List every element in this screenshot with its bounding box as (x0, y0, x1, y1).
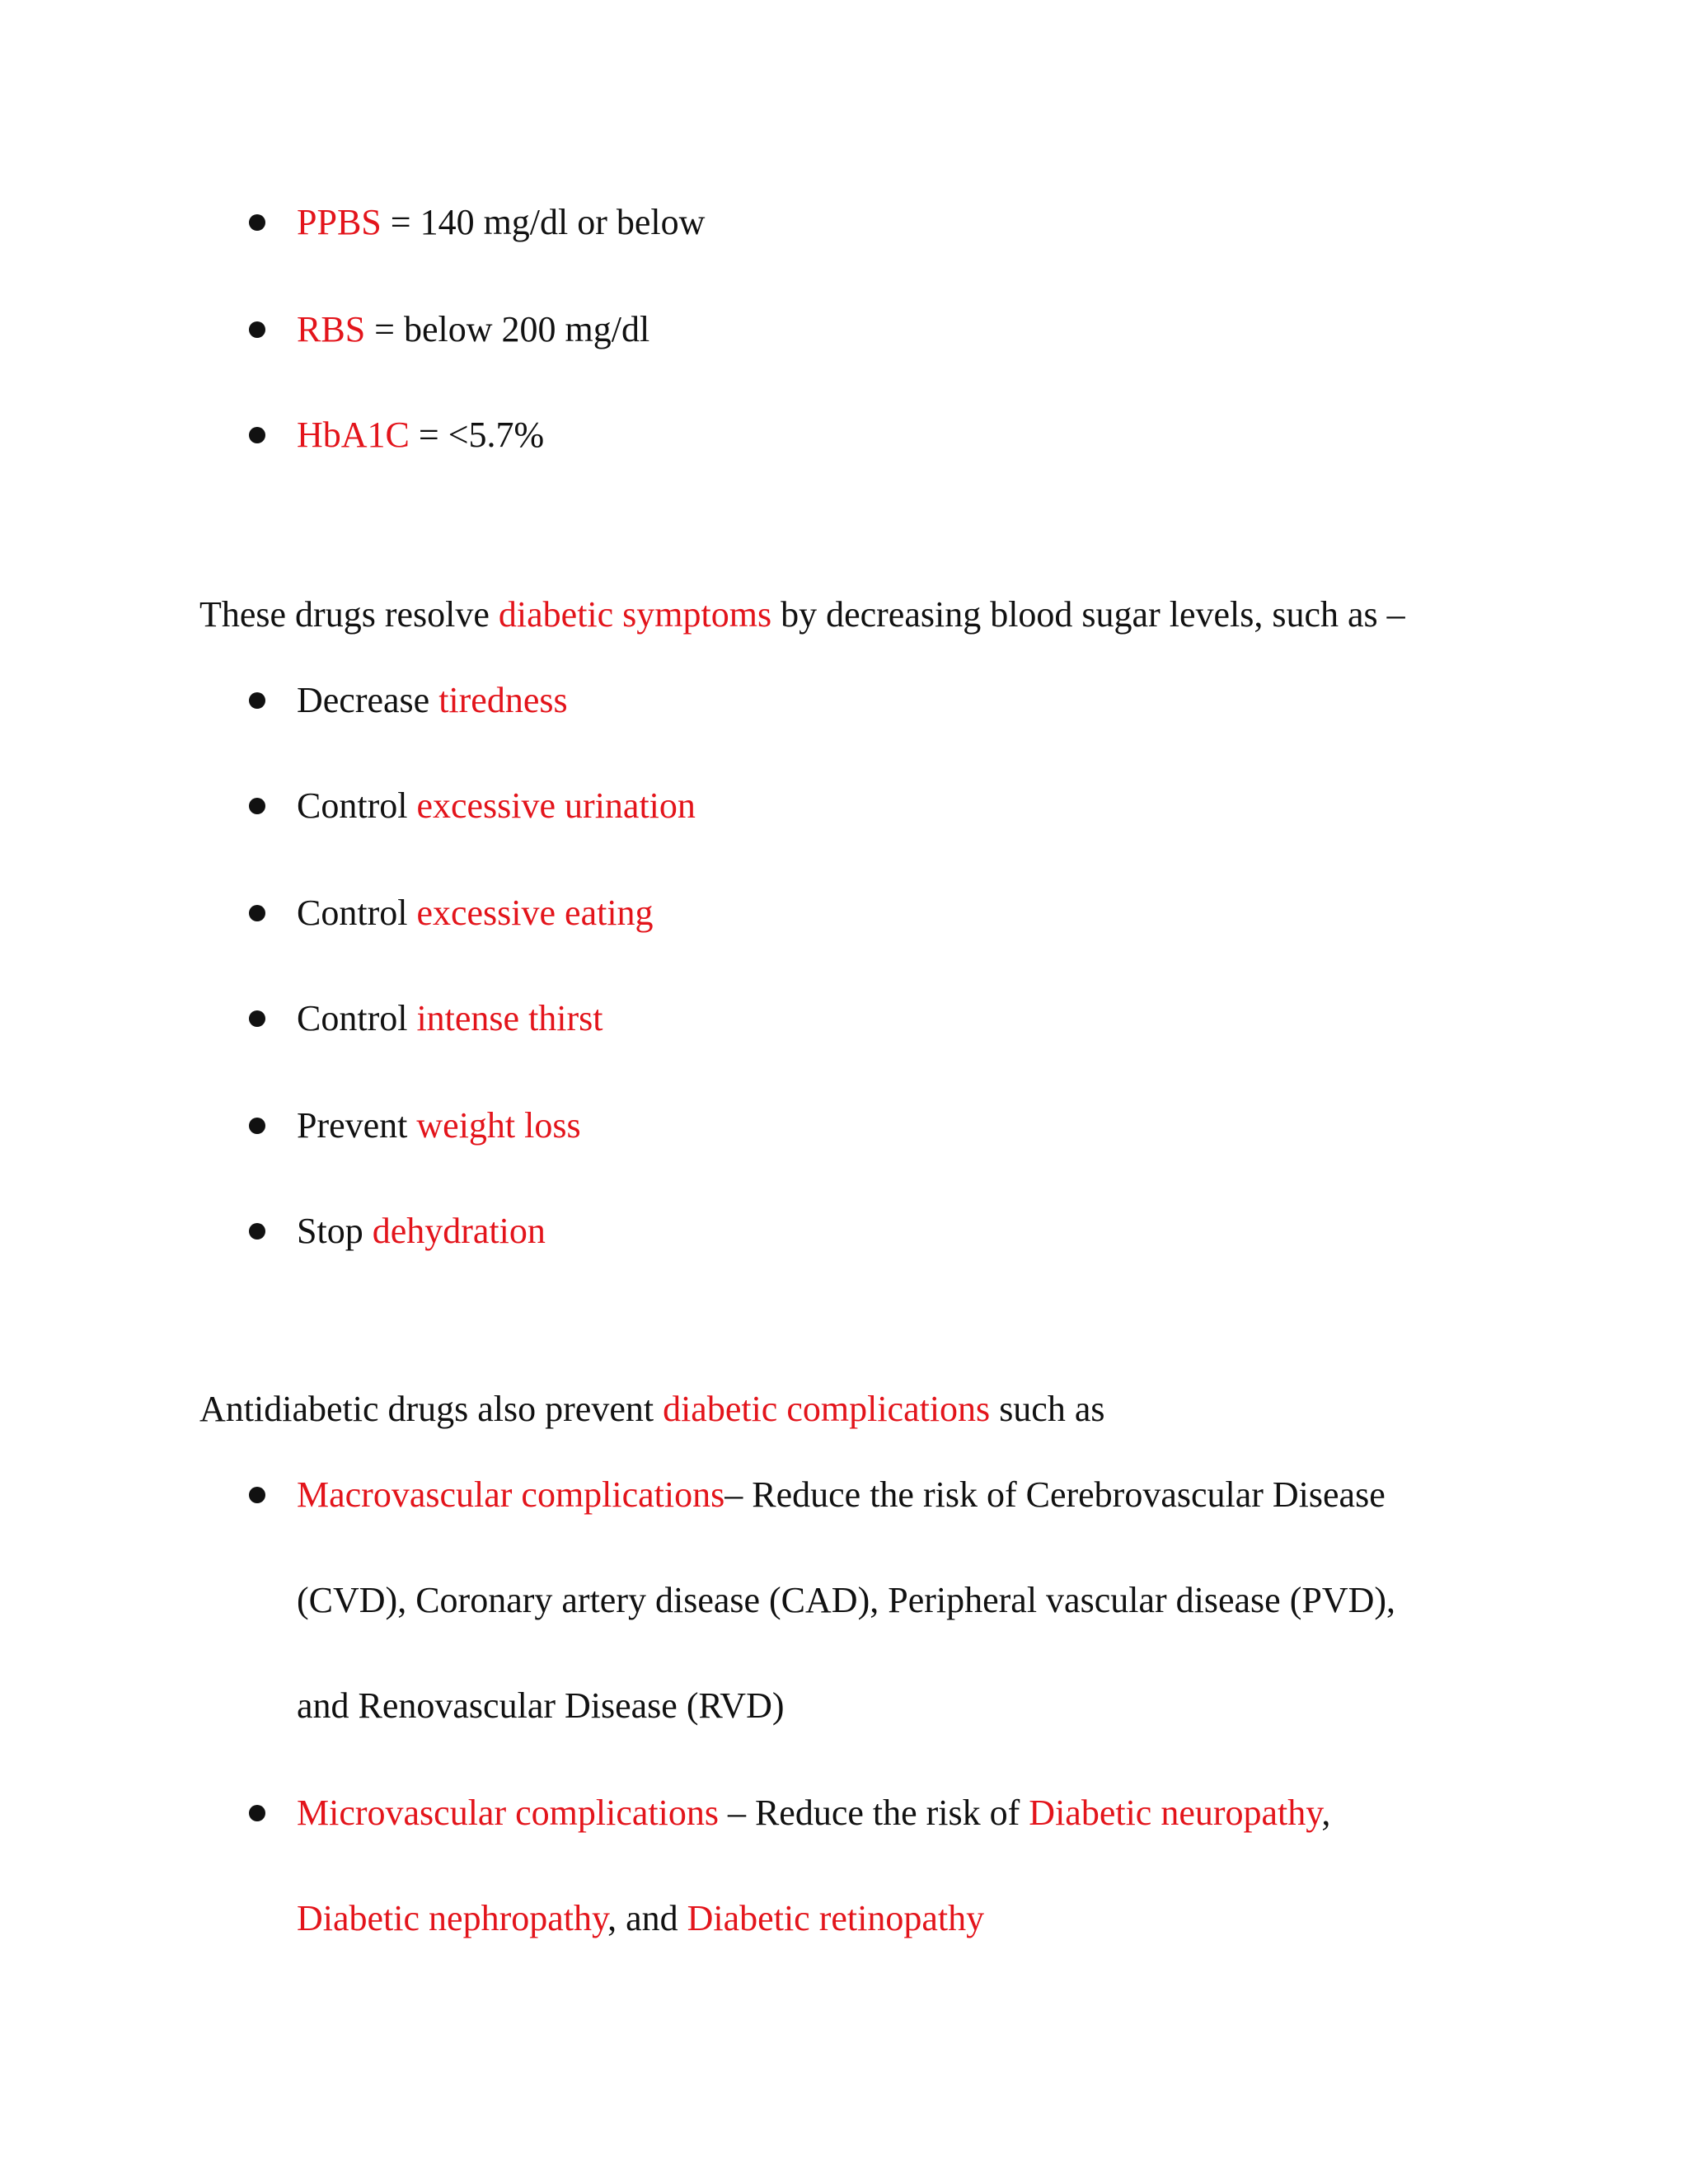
symptom-item (297, 994, 603, 1043)
term-diabetic-complications: diabetic complications (663, 1389, 991, 1429)
symptom-item (297, 888, 654, 938)
term-retinopathy: Diabetic retinopathy (687, 1898, 985, 1938)
macro-line-3 (297, 1681, 785, 1731)
term-ppbs: PPBS (297, 202, 382, 242)
bullet-dot (249, 1223, 265, 1240)
symptom-verb: Control (297, 998, 417, 1038)
symptom-verb: Stop (297, 1211, 373, 1251)
macro-rest-2: (CVD), Coronary artery disease (CAD), Peripheral vascular disease (PVD), (297, 1580, 1396, 1620)
value-hba1c: = <5.7% (409, 415, 545, 455)
bullet-dot (249, 1487, 265, 1503)
list-item-rbs (297, 305, 649, 354)
symptoms-intro-post: by decreasing blood sugar levels, such as – (771, 594, 1405, 635)
value-rbs: = below 200 mg/dl (365, 309, 650, 349)
macro-rest-1: – Reduce the risk of Cerebrovascular Disease (724, 1474, 1386, 1515)
complications-intro-paragraph (199, 1385, 1105, 1434)
list-item-hba1c (297, 410, 544, 460)
symptom-term: intense thirst (416, 998, 603, 1038)
term-hba1c: HbA1C (297, 415, 410, 455)
symptom-verb: Control (297, 893, 417, 933)
symptom-term: dehydration (372, 1211, 546, 1251)
symptom-term: excessive urination (416, 785, 696, 826)
macro-rest-3: and Renovascular Disease (RVD) (297, 1685, 785, 1726)
term-diabetic-symptoms: diabetic symptoms (498, 594, 772, 635)
symptom-item (297, 1207, 546, 1256)
term-microvascular: Microvascular complications (297, 1793, 719, 1833)
value-ppbs: = 140 mg/dl or below (381, 202, 706, 242)
bullet-dot (249, 1118, 265, 1134)
macro-line-1 (297, 1470, 1386, 1520)
term-neuropathy: Diabetic neuropathy (1029, 1793, 1322, 1833)
micro-and: , and (607, 1898, 687, 1938)
symptom-item (297, 676, 568, 725)
micro-line-2 (297, 1894, 984, 1943)
symptom-verb: Prevent (297, 1105, 417, 1146)
symptom-term: tiredness (438, 680, 568, 720)
bullet-dot (249, 905, 265, 921)
bullet-dot (249, 798, 265, 814)
bullet-dot (249, 214, 265, 231)
bullet-dot (249, 427, 265, 443)
symptom-verb: Decrease (297, 680, 439, 720)
complications-intro-pre: Antidiabetic drugs also prevent (199, 1389, 663, 1429)
symptoms-intro-paragraph (199, 590, 1405, 640)
bullet-dot (249, 1805, 265, 1821)
symptom-term: weight loss (416, 1105, 581, 1146)
micro-mid: – Reduce the risk of (718, 1793, 1029, 1833)
term-macrovascular: Macrovascular complications (297, 1474, 725, 1515)
bullet-dot (249, 692, 265, 709)
complications-intro-post: such as (990, 1389, 1105, 1429)
symptom-term: excessive eating (416, 893, 654, 933)
micro-comma: , (1321, 1793, 1331, 1833)
symptoms-intro-pre: These drugs resolve (199, 594, 499, 635)
symptom-verb: Control (297, 785, 417, 826)
list-item-ppbs (297, 198, 705, 247)
bullet-dot (249, 321, 265, 338)
symptom-item (297, 1101, 581, 1151)
bullet-dot (249, 1010, 265, 1027)
term-nephropathy: Diabetic nephropathy (297, 1898, 608, 1938)
symptom-item (297, 781, 696, 831)
macro-line-2 (297, 1576, 1395, 1625)
term-rbs: RBS (297, 309, 366, 349)
micro-line-1 (297, 1788, 1330, 1838)
